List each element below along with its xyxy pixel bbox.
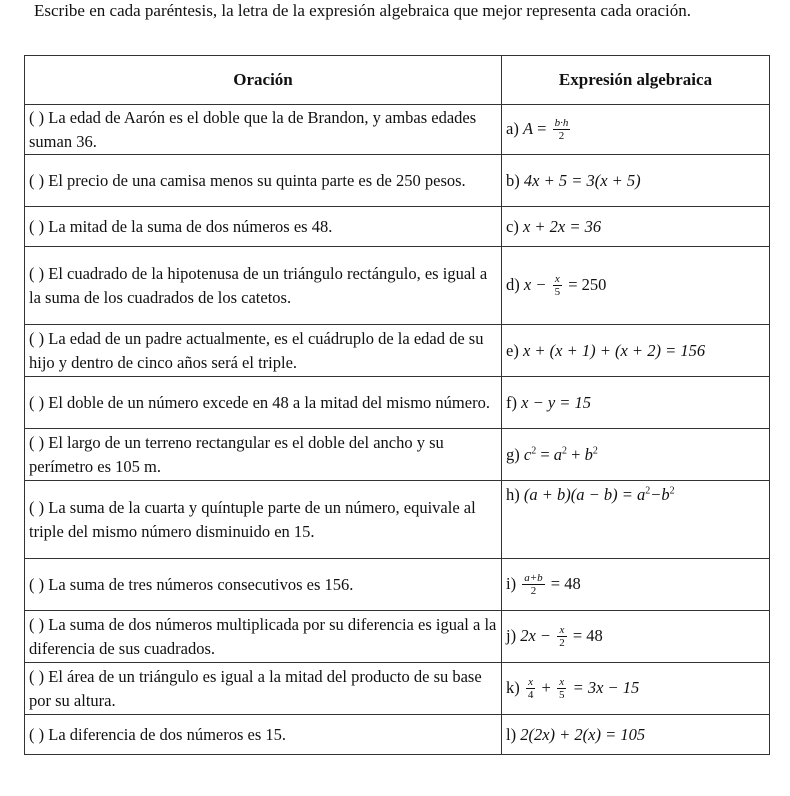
header-oracion: Oración — [25, 56, 502, 105]
table-row — [25, 559, 770, 611]
header-expresion: Expresión algebraica — [502, 56, 770, 105]
sentence-cell[interactable]: ( ) La edad de Aarón es el doble que la de Brandon, y ambas edades suman 36. — [25, 105, 502, 155]
letter-label: g) — [506, 444, 520, 464]
expression-d-lhs: x − — [523, 274, 547, 294]
table-row — [25, 247, 770, 325]
expression-f: x − y = 15 — [521, 392, 592, 412]
expression-cell: g) $c^2 = a^2 + b^2$ — [502, 429, 770, 481]
table-row — [25, 429, 770, 481]
table-row — [25, 155, 770, 207]
expression-l: 2(2x) + 2(x) = 105 — [520, 724, 646, 744]
sentence-cell[interactable]: ( ) El largo de un terreno rectangular es el doble del ancho y su perímetro es 105 m. — [25, 429, 502, 481]
expression-cell — [502, 377, 770, 429]
expression-b: 4x + 5 = 3(x + 5) — [523, 170, 641, 190]
letter-label: c) — [506, 216, 519, 236]
expression-c: x + 2x = 36 — [522, 216, 602, 236]
table-row — [25, 105, 770, 155]
table-row — [25, 611, 770, 663]
expression-cell: k) $\frac{x}{4}$ + $\frac{x}{5}$ = 3x − 15 — [502, 663, 770, 715]
letter-label: b) — [506, 170, 520, 190]
worksheet-table — [24, 55, 770, 755]
expression-cell: i) $\frac{a+b}{2}$ = 48 — [502, 559, 770, 611]
letter-label: a) — [506, 118, 519, 138]
letter-label: l) — [506, 724, 517, 744]
fraction: $\frac{b\cdot h}{2}$ — [554, 117, 569, 143]
fraction: $\frac{x}{5}$ — [558, 676, 565, 702]
expression-cell — [502, 207, 770, 247]
fraction: $\frac{a+b}{2}$ — [524, 572, 543, 598]
expression-d-rhs: = 250 — [568, 274, 607, 294]
fraction: $\frac{x}{2}$ — [559, 624, 565, 650]
table-row — [25, 207, 770, 247]
table-row — [25, 663, 770, 715]
expression-cell — [502, 247, 770, 325]
sentence-cell[interactable]: ( ) La edad de un padre actualmente, es el cuádruplo de la edad de su hijo y dentro de cinco años será el triple. — [25, 325, 502, 377]
sentence-cell[interactable]: ( ) El área de un triángulo es igual a la mitad del producto de su base por su altura. — [25, 663, 502, 715]
table-row — [25, 325, 770, 377]
expression-cell: h) $(a + b)(a - b) = a^2-b^2$ — [502, 481, 770, 559]
letter-label: i) — [506, 573, 517, 593]
table-row — [25, 715, 770, 755]
expression-cell — [502, 715, 770, 755]
expression-cell — [502, 155, 770, 207]
letter-label: e) — [506, 340, 519, 360]
letter-label: k) — [506, 677, 520, 697]
sentence-cell[interactable]: ( ) La mitad de la suma de dos números es 48. — [25, 207, 502, 247]
expression-a-lhs: A — [522, 118, 534, 138]
header-row — [25, 56, 770, 105]
fraction: $\frac{x}{4}$ — [527, 676, 534, 702]
sentence-cell[interactable]: ( ) El cuadrado de la hipotenusa de un triángulo rectángulo, es igual a la suma de los cuadrados de los catetos. — [25, 247, 502, 325]
table-row — [25, 377, 770, 429]
sentence-cell[interactable]: ( ) La suma de la cuarta y quíntuple parte de un número, equivale al triple del mismo número disminuido en 15. — [25, 481, 502, 559]
expression-cell: j) 2x − $\frac{x}{2}$ = 48 — [502, 611, 770, 663]
sentence-cell[interactable]: ( ) El doble de un número excede en 48 a la mitad del mismo número. — [25, 377, 502, 429]
expression-cell: a) A = $\frac{b\cdot h}{2}$ — [502, 105, 770, 155]
instruction-text: Escribe en cada paréntesis, la letra de la expresión algebraica que mejor representa cada oración. — [34, 1, 691, 20]
letter-label: f) — [506, 392, 517, 412]
sentence-cell[interactable]: ( ) La diferencia de dos números es 15. — [25, 715, 502, 755]
fraction: $\frac{x}{5}$ — [554, 273, 561, 299]
letter-label: j) — [506, 625, 517, 645]
expression-cell — [502, 325, 770, 377]
sentence-cell[interactable]: ( ) La suma de tres números consecutivos es 156. — [25, 559, 502, 611]
letter-label: d) — [506, 274, 520, 294]
expression-e: x + (x + 1) + (x + 2) = 156 — [522, 340, 706, 360]
letter-label: h) — [506, 485, 520, 504]
sentence-cell[interactable]: ( ) La suma de dos números multiplicada por su diferencia es igual a la diferencia de sus cuadrados. — [25, 611, 502, 663]
sentence-cell[interactable]: ( ) El precio de una camisa menos su quinta parte es de 250 pesos. — [25, 155, 502, 207]
table-row — [25, 481, 770, 559]
